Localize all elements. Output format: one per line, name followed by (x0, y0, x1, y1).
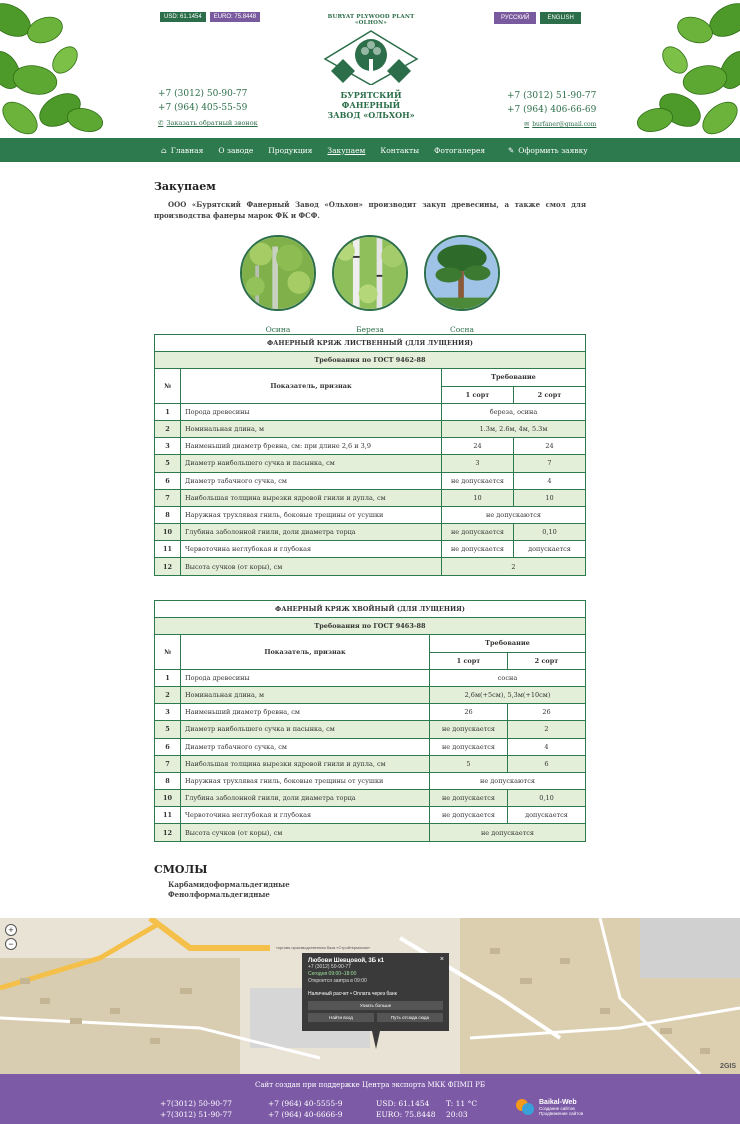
site-header (0, 0, 740, 138)
row-param: Диаметр наибольшего сучка и пасынка, см (181, 721, 430, 738)
col-num: № (155, 369, 181, 403)
tree-aspen[interactable] (240, 235, 316, 334)
row-number: 2 (155, 686, 181, 703)
baikal-web-logo-icon (515, 1097, 535, 1117)
col-s2: 2 сорт (514, 386, 586, 403)
row-value: сосна (430, 669, 586, 686)
table-row (155, 824, 586, 841)
table-body (155, 403, 586, 575)
location-map[interactable] (0, 918, 740, 1074)
footer-temperature: T: 11 °C (446, 1099, 478, 1108)
row-param: Наибольшая толщина вырезки ядровой гнили и дупла, см (181, 755, 430, 772)
row-value: 2,6м(+5см), 5,3м(+10см) (430, 686, 586, 703)
baikal-web-name: Baikal-Web (539, 1098, 577, 1106)
logo-line1: БУРЯТСКИЙ ФАНЕРНЫЙ (340, 90, 402, 110)
row-grade1: 24 (442, 438, 514, 455)
table-row (155, 669, 586, 686)
zoom-in-button[interactable]: + (5, 924, 17, 936)
tree-gallery (154, 235, 586, 334)
row-number: 8 (155, 506, 181, 523)
language-switcher (494, 12, 581, 24)
footer-weather (446, 1098, 477, 1120)
popup-hours: Сегодня 09:00–18:00 (308, 971, 357, 977)
row-number: 11 (155, 541, 181, 558)
table-row (155, 489, 586, 506)
email-label: burfaner@gmail.com (532, 121, 597, 128)
row-param: Наружная трухлявая гниль, боковые трещины от усушки (181, 506, 442, 523)
col-num: № (155, 635, 181, 669)
row-param: Номинальная длина, м (181, 686, 430, 703)
footer-title: Сайт создан при поддержке Центра экспорта МКК ФПМП РБ (255, 1081, 485, 1089)
footer-currency (376, 1098, 436, 1120)
footer-phone[interactable]: +7(3012) 50-90-77 (160, 1099, 233, 1108)
row-param: Высота сучков (от коры), см (181, 558, 442, 575)
zoom-out-button[interactable]: − (5, 938, 17, 950)
phone-icon: ✆ (158, 119, 164, 127)
site-logo[interactable] (321, 14, 421, 120)
nav-item-gallery[interactable]: Фотогалерея (434, 145, 486, 155)
tree-birch[interactable] (332, 235, 408, 334)
row-grade2: допускается (508, 807, 586, 824)
row-grade2: 7 (514, 455, 586, 472)
table-row (155, 558, 586, 575)
col-s1: 1 сорт (430, 652, 508, 669)
popup-payment: Наличный расчет • Оплата через банк (308, 991, 397, 997)
row-value: 1.3м, 2.6м, 4м, 5.3м (442, 420, 586, 437)
pine-image (424, 235, 500, 311)
row-grade2: 26 (508, 704, 586, 721)
lang-ru-button[interactable]: РУССКИЙ (494, 12, 536, 24)
table-row (155, 807, 586, 824)
row-value: 2 (442, 558, 586, 575)
order-button[interactable] (508, 146, 588, 155)
table-row (155, 738, 586, 755)
resin-item: Карбамидоформальдегидные (168, 880, 290, 889)
find-entrance-button[interactable]: Найти вход (308, 1013, 374, 1022)
map-popup (302, 953, 449, 1031)
row-value: не допускаются (442, 506, 586, 523)
row-value: не допускаются (430, 772, 586, 789)
baikal-web-link[interactable] (515, 1097, 583, 1117)
baikal-web-sub1: Создание сайтов (539, 1105, 575, 1111)
popup-pointer (372, 1031, 380, 1049)
popup-phone[interactable]: +7 (3012) 50-90-77 (308, 964, 351, 970)
row-number: 6 (155, 472, 181, 489)
page-title: Закупаем (154, 180, 216, 193)
nav-label: Главная (170, 145, 204, 155)
row-grade2: 4 (514, 472, 586, 489)
tree-label-aspen: Осина (265, 325, 291, 334)
table-row (155, 506, 586, 523)
row-grade1: не допускается (430, 790, 508, 807)
table-title: ФАНЕРНЫЙ КРЯЖ ХВОЙНЫЙ (ДЛЯ ЛУЩЕНИЯ) (155, 601, 586, 618)
envelope-icon: ✉ (524, 121, 530, 128)
eur-badge: EURO: 75.8448 (210, 12, 260, 22)
row-number: 3 (155, 704, 181, 721)
row-grade2: 10 (514, 489, 586, 506)
row-number: 10 (155, 524, 181, 541)
row-grade2: 0,10 (514, 524, 586, 541)
table-row (155, 472, 586, 489)
table-row (155, 704, 586, 721)
row-param: Номинальная длина, м (181, 420, 442, 437)
row-param: Наружная трухлявая гниль, боковые трещины от усушки (181, 772, 430, 789)
col-req: Требование (442, 369, 586, 386)
row-grade1: не допускается (430, 807, 508, 824)
footer-phone[interactable]: +7 (964) 40-5555-9 (268, 1099, 343, 1108)
row-number: 5 (155, 455, 181, 472)
row-number: 10 (155, 790, 181, 807)
edit-icon: ✎ (508, 145, 515, 155)
main-nav (0, 138, 740, 162)
leaves-decoration-right (620, 0, 740, 138)
row-grade1: не допускается (430, 721, 508, 738)
footer-phones-city (160, 1098, 232, 1120)
col-param: Показатель, признак (181, 635, 430, 669)
row-grade2: 24 (514, 438, 586, 455)
nav-item-home[interactable] (161, 146, 203, 155)
row-grade1: 3 (442, 455, 514, 472)
nav-item-contacts[interactable]: Контакты (380, 145, 420, 155)
map-zoom-controls (5, 924, 17, 950)
col-s2: 2 сорт (508, 652, 586, 669)
row-grade1: 26 (430, 704, 508, 721)
table-gost: Требования по ГОСТ 9463-88 (155, 618, 586, 635)
row-value: береза, осина (442, 403, 586, 420)
row-param: Наибольшая толщина вырезки ядровой гнили и дупла, см (181, 489, 442, 506)
logo-russian-name (321, 90, 421, 120)
hardwood-spec-table (154, 334, 586, 576)
usd-badge: USD: 61.1454 (160, 12, 206, 22)
callback-link[interactable] (158, 116, 258, 130)
nav-item-about[interactable]: О заводе (218, 145, 254, 155)
footer-phone[interactable]: +7 (964) 40-6666-9 (268, 1110, 343, 1119)
2gis-logo[interactable]: 2GIS (720, 1063, 736, 1070)
email-link[interactable] (507, 118, 596, 132)
col-req: Требование (430, 635, 586, 652)
popup-hours-next: Откроется завтра в 09:00 (308, 978, 367, 984)
row-number: 7 (155, 755, 181, 772)
contacts-right (507, 89, 596, 132)
row-param: Высота сучков (от коры), см (181, 824, 430, 841)
row-number: 2 (155, 420, 181, 437)
footer-usd: USD: 61.1454 (376, 1099, 430, 1108)
table-row (155, 755, 586, 772)
row-number: 6 (155, 738, 181, 755)
row-number: 1 (155, 669, 181, 686)
close-icon[interactable]: × (439, 956, 444, 963)
table-body (155, 669, 586, 841)
row-grade2: 2 (508, 721, 586, 738)
table-row (155, 438, 586, 455)
table-row (155, 455, 586, 472)
table-row (155, 541, 586, 558)
baikal-web-sub2: Продвижение сайтов (539, 1110, 584, 1116)
row-grade2: 0,10 (508, 790, 586, 807)
resin-item: Фенолформальдегидные (168, 890, 270, 899)
row-grade1: не допускается (442, 541, 514, 558)
table-row (155, 772, 586, 789)
order-label: Оформить заявку (518, 145, 588, 155)
row-param: Диаметр табачного сучка, см (181, 738, 430, 755)
row-param: Наименьший диаметр бревна, см (181, 704, 430, 721)
row-param: Диаметр табачного сучка, см (181, 472, 442, 489)
route-from-label: Путь отсюда (390, 1015, 418, 1020)
birch-image (332, 235, 408, 311)
currency-badges (160, 12, 260, 22)
leaves-decoration-left (0, 0, 120, 138)
row-number: 12 (155, 558, 181, 575)
callback-label: Заказать обратный звонок (166, 119, 258, 127)
table-title: ФАНЕРНЫЙ КРЯЖ ЛИСТВЕННЫЙ (ДЛЯ ЛУЩЕНИЯ) (155, 335, 586, 352)
row-param: Порода древесины (181, 669, 430, 686)
table-row (155, 524, 586, 541)
row-grade1: 5 (430, 755, 508, 772)
tree-label-birch: Береза (356, 325, 384, 334)
row-number: 12 (155, 824, 181, 841)
home-icon: ⌂ (161, 145, 167, 155)
logo-english-name: BURYAT PLYWOOD PLANT «OLHON» (327, 14, 415, 26)
row-param: Диаметр наибольшего сучка и пасынка, см (181, 455, 442, 472)
row-value: не допускается (430, 824, 586, 841)
row-grade2: 4 (508, 738, 586, 755)
phone-right-2[interactable]: +7 (964) 406-66-69 (507, 105, 597, 115)
table-row (155, 420, 586, 437)
row-grade2: допускается (514, 541, 586, 558)
table-row (155, 721, 586, 738)
site-footer (0, 1074, 740, 1124)
resins-section (154, 863, 290, 900)
tree-label-pine: Сосна (450, 325, 474, 334)
row-param: Глубина заболонной гнили, доли диаметра торца (181, 524, 442, 541)
logo-emblem (323, 29, 419, 85)
row-grade1: не допускается (430, 738, 508, 755)
row-grade1: не допускается (442, 524, 514, 541)
logo-line2: ЗАВОД «ОЛЬХОН» (327, 110, 415, 120)
footer-time: 20:03 (446, 1110, 468, 1119)
row-param: Наименьший диаметр бревна, см: при длине 2,6 и 3,9 (181, 438, 442, 455)
table-row (155, 790, 586, 807)
phone-right-1[interactable]: +7 (3012) 51-90-77 (507, 91, 597, 101)
row-param: Червоточина неглубокая и глубокая (181, 807, 430, 824)
softwood-spec-table (154, 600, 586, 842)
row-grade1: не допускается (442, 472, 514, 489)
row-param: Червоточина неглубокая и глубокая (181, 541, 442, 558)
map-place-label: торгово-производственная база «Стройтермоком» (276, 945, 371, 950)
footer-eur: EURO: 75.8448 (376, 1110, 436, 1119)
phone-left-1[interactable]: +7 (3012) 50-90-77 (158, 89, 248, 99)
row-number: 11 (155, 807, 181, 824)
row-number: 8 (155, 772, 181, 789)
table-row (155, 403, 586, 420)
contacts-left (158, 87, 258, 130)
aspen-image (240, 235, 316, 311)
phone-left-2[interactable]: +7 (964) 405-55-59 (158, 103, 248, 113)
row-number: 5 (155, 721, 181, 738)
col-param: Показатель, признак (181, 369, 442, 403)
table-gost: Требования по ГОСТ 9462-88 (155, 352, 586, 369)
intro-text: ООО «Бурятский Фанерный Завод «Ольхон» производит закуп древесины, а также смол для производства фанеры марок ФК и ФСФ. (154, 200, 586, 220)
nav-item-products[interactable]: Продукция (268, 145, 313, 155)
route-to-label: сюда (418, 1015, 430, 1020)
route-button[interactable] (377, 1013, 443, 1022)
nav-item-purchase[interactable]: Закупаем (327, 145, 366, 155)
tree-pine[interactable] (424, 235, 500, 334)
row-number: 3 (155, 438, 181, 455)
row-grade1: 10 (442, 489, 514, 506)
row-number: 7 (155, 489, 181, 506)
main-content (154, 180, 586, 334)
footer-phone[interactable]: +7(3012) 51-90-77 (160, 1110, 233, 1119)
row-grade2: 6 (508, 755, 586, 772)
lang-en-button[interactable]: ENGLISH (540, 12, 580, 24)
resins-title: СМОЛЫ (154, 863, 208, 876)
col-s1: 1 сорт (442, 386, 514, 403)
row-param: Порода древесины (181, 403, 442, 420)
row-param: Глубина заболонной гнили, доли диаметра торца (181, 790, 430, 807)
popup-address: Любови Шевцовой, 3Б к1 (308, 958, 385, 964)
row-number: 1 (155, 403, 181, 420)
table-row (155, 686, 586, 703)
footer-phones-mobile (268, 1098, 342, 1120)
learn-more-button[interactable]: Узнать больше (308, 1001, 443, 1010)
